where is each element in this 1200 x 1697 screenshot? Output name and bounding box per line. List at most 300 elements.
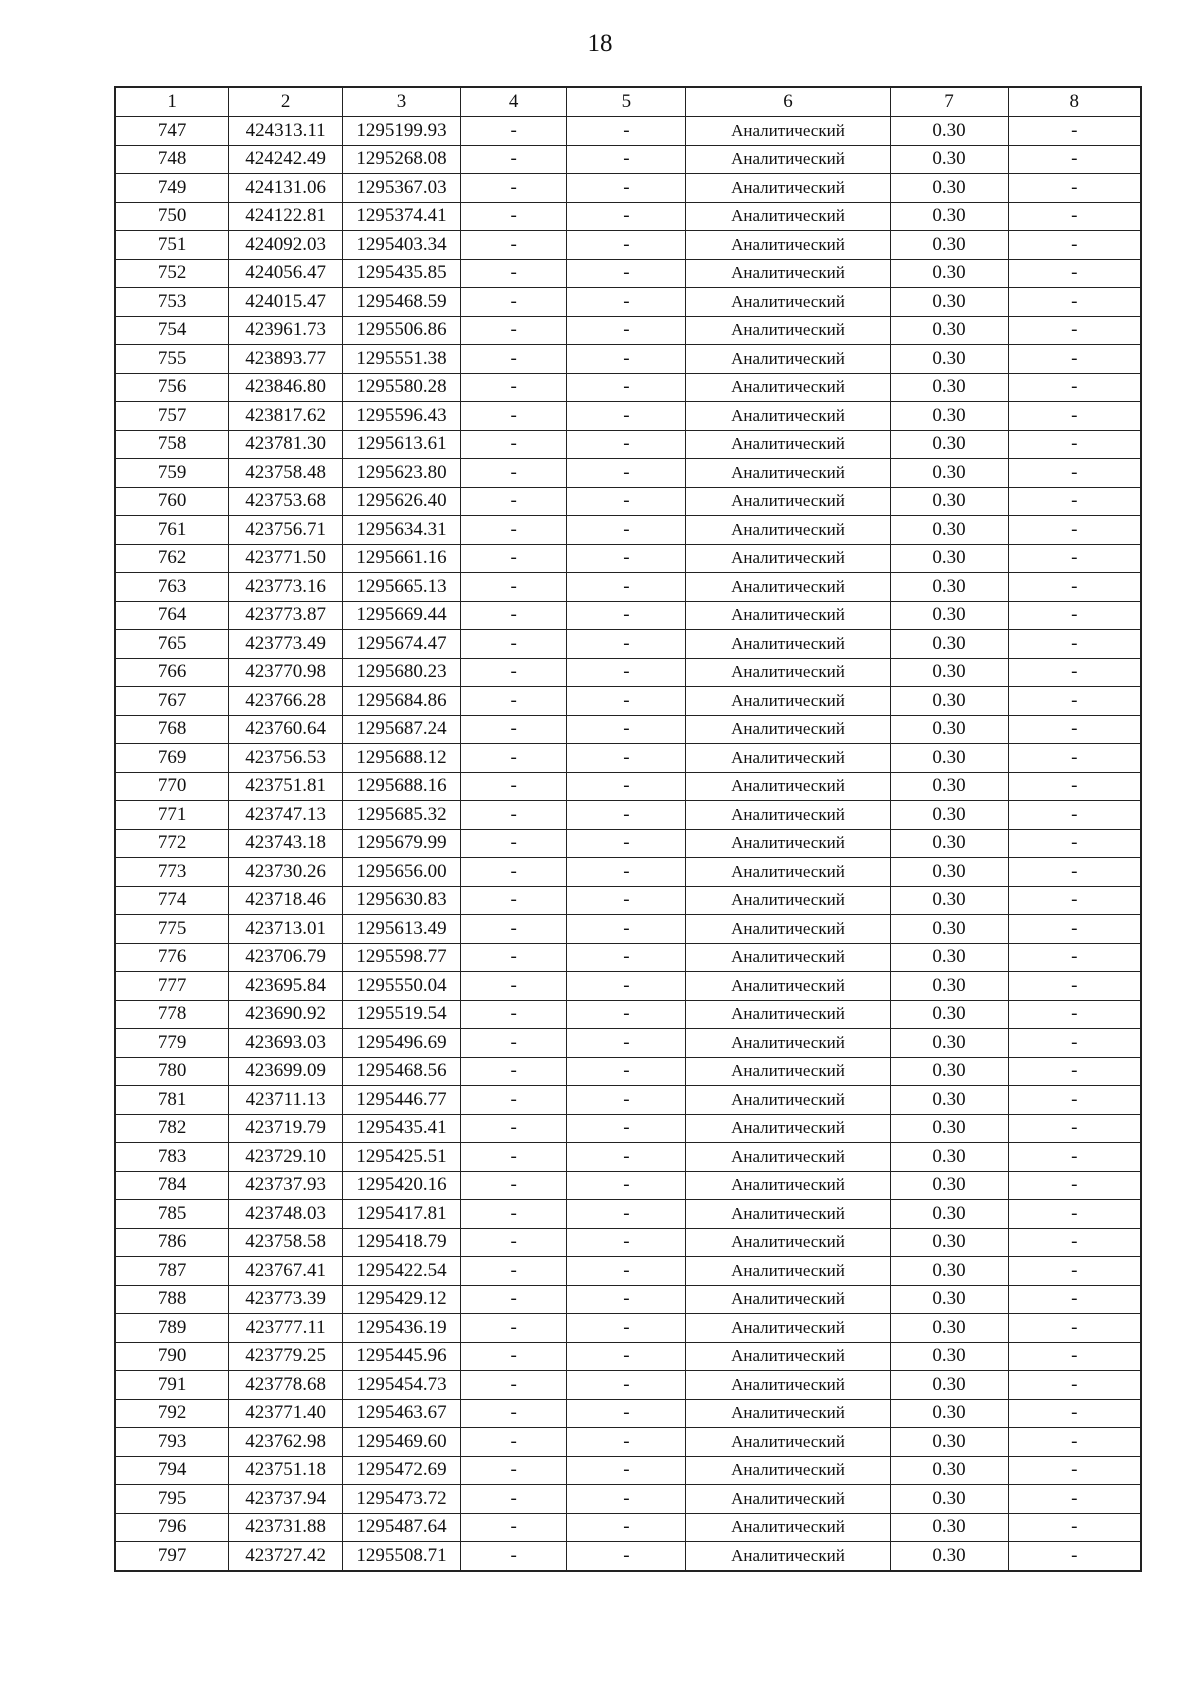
accuracy-cell: 0.30	[890, 402, 1008, 431]
point-number-cell: 784	[115, 1171, 229, 1200]
method-cell: Аналитический	[686, 345, 890, 374]
column-5-cell: -	[567, 630, 686, 659]
method-cell: Аналитический	[686, 972, 890, 1001]
x-coordinate-cell: 423771.50	[229, 544, 343, 573]
accuracy-cell: 0.30	[890, 145, 1008, 174]
column-4-cell: -	[461, 658, 567, 687]
y-coordinate-cell: 1295551.38	[343, 345, 461, 374]
table-row	[115, 658, 1141, 687]
column-4-cell: -	[461, 1000, 567, 1029]
column-5-cell: -	[567, 459, 686, 488]
point-number-cell: 769	[115, 744, 229, 773]
method-cell: Аналитический	[686, 886, 890, 915]
column-4-cell: -	[461, 715, 567, 744]
method-cell: Аналитический	[686, 687, 890, 716]
column-4-cell: -	[461, 1542, 567, 1571]
table-row	[115, 573, 1141, 602]
y-coordinate-cell: 1295468.56	[343, 1057, 461, 1086]
column-5-cell: -	[567, 1200, 686, 1229]
point-number-cell: 794	[115, 1456, 229, 1485]
y-coordinate-cell: 1295680.23	[343, 658, 461, 687]
column-4-cell: -	[461, 858, 567, 887]
column-5-cell: -	[567, 772, 686, 801]
method-cell: Аналитический	[686, 288, 890, 317]
method-cell: Аналитический	[686, 174, 890, 203]
column-5-cell: -	[567, 516, 686, 545]
column-4-cell: -	[461, 915, 567, 944]
y-coordinate-cell: 1295674.47	[343, 630, 461, 659]
table-row	[115, 174, 1141, 203]
column-4-cell: -	[461, 573, 567, 602]
column-header: 2	[229, 87, 343, 117]
column-4-cell: -	[461, 202, 567, 231]
column-4-cell: -	[461, 1371, 567, 1400]
point-number-cell: 757	[115, 402, 229, 431]
accuracy-cell: 0.30	[890, 1314, 1008, 1343]
column-8-cell: -	[1008, 1399, 1141, 1428]
method-cell: Аналитический	[686, 1342, 890, 1371]
accuracy-cell: 0.30	[890, 1428, 1008, 1457]
accuracy-cell: 0.30	[890, 1257, 1008, 1286]
page-number: 18	[587, 30, 613, 57]
method-cell: Аналитический	[686, 715, 890, 744]
column-5-cell: -	[567, 174, 686, 203]
point-number-cell: 765	[115, 630, 229, 659]
point-number-cell: 788	[115, 1285, 229, 1314]
point-number-cell: 785	[115, 1200, 229, 1229]
y-coordinate-cell: 1295454.73	[343, 1371, 461, 1400]
column-8-cell: -	[1008, 259, 1141, 288]
x-coordinate-cell: 423777.11	[229, 1314, 343, 1343]
column-5-cell: -	[567, 1399, 686, 1428]
method-cell: Аналитический	[686, 1513, 890, 1542]
column-8-cell: -	[1008, 573, 1141, 602]
method-cell: Аналитический	[686, 744, 890, 773]
y-coordinate-cell: 1295199.93	[343, 117, 461, 146]
table-row	[115, 1342, 1141, 1371]
accuracy-cell: 0.30	[890, 1057, 1008, 1086]
column-4-cell: -	[461, 1228, 567, 1257]
x-coordinate-cell: 423711.13	[229, 1086, 343, 1115]
column-8-cell: -	[1008, 1228, 1141, 1257]
x-coordinate-cell: 423699.09	[229, 1057, 343, 1086]
point-number-cell: 782	[115, 1114, 229, 1143]
accuracy-cell: 0.30	[890, 658, 1008, 687]
column-4-cell: -	[461, 487, 567, 516]
column-8-cell: -	[1008, 1342, 1141, 1371]
table-row	[115, 943, 1141, 972]
x-coordinate-cell: 423773.39	[229, 1285, 343, 1314]
y-coordinate-cell: 1295550.04	[343, 972, 461, 1001]
y-coordinate-cell: 1295422.54	[343, 1257, 461, 1286]
column-4-cell: -	[461, 1114, 567, 1143]
table-row	[115, 1428, 1141, 1457]
column-5-cell: -	[567, 345, 686, 374]
column-5-cell: -	[567, 145, 686, 174]
y-coordinate-cell: 1295613.61	[343, 430, 461, 459]
y-coordinate-cell: 1295436.19	[343, 1314, 461, 1343]
point-number-cell: 781	[115, 1086, 229, 1115]
point-number-cell: 760	[115, 487, 229, 516]
accuracy-cell: 0.30	[890, 1228, 1008, 1257]
method-cell: Аналитический	[686, 1057, 890, 1086]
accuracy-cell: 0.30	[890, 715, 1008, 744]
y-coordinate-cell: 1295367.03	[343, 174, 461, 203]
column-5-cell: -	[567, 658, 686, 687]
accuracy-cell: 0.30	[890, 915, 1008, 944]
table-row	[115, 1485, 1141, 1514]
column-4-cell: -	[461, 1342, 567, 1371]
table-row	[115, 316, 1141, 345]
accuracy-cell: 0.30	[890, 259, 1008, 288]
method-cell: Аналитический	[686, 772, 890, 801]
accuracy-cell: 0.30	[890, 573, 1008, 602]
table-row	[115, 801, 1141, 830]
column-4-cell: -	[461, 801, 567, 830]
x-coordinate-cell: 423695.84	[229, 972, 343, 1001]
accuracy-cell: 0.30	[890, 858, 1008, 887]
point-number-cell: 797	[115, 1542, 229, 1571]
method-cell: Аналитический	[686, 573, 890, 602]
column-4-cell: -	[461, 829, 567, 858]
point-number-cell: 795	[115, 1485, 229, 1514]
accuracy-cell: 0.30	[890, 117, 1008, 146]
accuracy-cell: 0.30	[890, 1342, 1008, 1371]
x-coordinate-cell: 423758.48	[229, 459, 343, 488]
method-cell: Аналитический	[686, 601, 890, 630]
column-5-cell: -	[567, 858, 686, 887]
column-8-cell: -	[1008, 373, 1141, 402]
column-4-cell: -	[461, 345, 567, 374]
accuracy-cell: 0.30	[890, 231, 1008, 260]
method-cell: Аналитический	[686, 1542, 890, 1571]
x-coordinate-cell: 423737.93	[229, 1171, 343, 1200]
y-coordinate-cell: 1295487.64	[343, 1513, 461, 1542]
accuracy-cell: 0.30	[890, 288, 1008, 317]
x-coordinate-cell: 423766.28	[229, 687, 343, 716]
point-number-cell: 773	[115, 858, 229, 887]
accuracy-cell: 0.30	[890, 1513, 1008, 1542]
column-8-cell: -	[1008, 915, 1141, 944]
x-coordinate-cell: 423756.71	[229, 516, 343, 545]
y-coordinate-cell: 1295596.43	[343, 402, 461, 431]
column-4-cell: -	[461, 630, 567, 659]
point-number-cell: 774	[115, 886, 229, 915]
column-8-cell: -	[1008, 1314, 1141, 1343]
column-4-cell: -	[461, 1029, 567, 1058]
column-5-cell: -	[567, 744, 686, 773]
point-number-cell: 775	[115, 915, 229, 944]
column-5-cell: -	[567, 715, 686, 744]
column-8-cell: -	[1008, 117, 1141, 146]
point-number-cell: 790	[115, 1342, 229, 1371]
y-coordinate-cell: 1295496.69	[343, 1029, 461, 1058]
column-8-cell: -	[1008, 402, 1141, 431]
method-cell: Аналитический	[686, 1371, 890, 1400]
table-row	[115, 202, 1141, 231]
column-4-cell: -	[461, 1399, 567, 1428]
method-cell: Аналитический	[686, 544, 890, 573]
column-4-cell: -	[461, 1143, 567, 1172]
column-5-cell: -	[567, 1371, 686, 1400]
method-cell: Аналитический	[686, 829, 890, 858]
y-coordinate-cell: 1295634.31	[343, 516, 461, 545]
column-8-cell: -	[1008, 288, 1141, 317]
column-4-cell: -	[461, 1456, 567, 1485]
column-4-cell: -	[461, 516, 567, 545]
point-number-cell: 758	[115, 430, 229, 459]
method-cell: Аналитический	[686, 1200, 890, 1229]
column-4-cell: -	[461, 1428, 567, 1457]
point-number-cell: 756	[115, 373, 229, 402]
column-8-cell: -	[1008, 858, 1141, 887]
x-coordinate-cell: 424122.81	[229, 202, 343, 231]
column-4-cell: -	[461, 231, 567, 260]
table-row	[115, 487, 1141, 516]
column-5-cell: -	[567, 1029, 686, 1058]
table-row	[115, 145, 1141, 174]
y-coordinate-cell: 1295679.99	[343, 829, 461, 858]
method-cell: Аналитический	[686, 1000, 890, 1029]
method-cell: Аналитический	[686, 1114, 890, 1143]
table-row	[115, 1029, 1141, 1058]
table-row	[115, 1114, 1141, 1143]
method-cell: Аналитический	[686, 943, 890, 972]
method-cell: Аналитический	[686, 1029, 890, 1058]
column-8-cell: -	[1008, 1029, 1141, 1058]
y-coordinate-cell: 1295613.49	[343, 915, 461, 944]
column-8-cell: -	[1008, 1000, 1141, 1029]
point-number-cell: 786	[115, 1228, 229, 1257]
x-coordinate-cell: 423729.10	[229, 1143, 343, 1172]
x-coordinate-cell: 423767.41	[229, 1257, 343, 1286]
table-row	[115, 373, 1141, 402]
y-coordinate-cell: 1295403.34	[343, 231, 461, 260]
point-number-cell: 770	[115, 772, 229, 801]
column-4-cell: -	[461, 316, 567, 345]
column-4-cell: -	[461, 544, 567, 573]
column-5-cell: -	[567, 1228, 686, 1257]
method-cell: Аналитический	[686, 231, 890, 260]
x-coordinate-cell: 423778.68	[229, 1371, 343, 1400]
x-coordinate-cell: 423758.58	[229, 1228, 343, 1257]
point-number-cell: 750	[115, 202, 229, 231]
x-coordinate-cell: 423731.88	[229, 1513, 343, 1542]
column-8-cell: -	[1008, 744, 1141, 773]
method-cell: Аналитический	[686, 1086, 890, 1115]
point-number-cell: 764	[115, 601, 229, 630]
point-number-cell: 767	[115, 687, 229, 716]
y-coordinate-cell: 1295374.41	[343, 202, 461, 231]
x-coordinate-cell: 424131.06	[229, 174, 343, 203]
table-row	[115, 1143, 1141, 1172]
x-coordinate-cell: 423773.49	[229, 630, 343, 659]
column-5-cell: -	[567, 231, 686, 260]
table-row	[115, 1171, 1141, 1200]
column-8-cell: -	[1008, 1485, 1141, 1514]
table-row	[115, 1228, 1141, 1257]
column-5-cell: -	[567, 601, 686, 630]
x-coordinate-cell: 423706.79	[229, 943, 343, 972]
y-coordinate-cell: 1295435.41	[343, 1114, 461, 1143]
method-cell: Аналитический	[686, 402, 890, 431]
accuracy-cell: 0.30	[890, 1114, 1008, 1143]
accuracy-cell: 0.30	[890, 772, 1008, 801]
column-8-cell: -	[1008, 516, 1141, 545]
y-coordinate-cell: 1295420.16	[343, 1171, 461, 1200]
x-coordinate-cell: 424092.03	[229, 231, 343, 260]
column-8-cell: -	[1008, 1285, 1141, 1314]
column-4-cell: -	[461, 373, 567, 402]
column-5-cell: -	[567, 943, 686, 972]
table-header-row	[115, 87, 1141, 117]
y-coordinate-cell: 1295425.51	[343, 1143, 461, 1172]
point-number-cell: 751	[115, 231, 229, 260]
column-header: 4	[461, 87, 567, 117]
column-4-cell: -	[461, 459, 567, 488]
method-cell: Аналитический	[686, 117, 890, 146]
y-coordinate-cell: 1295688.16	[343, 772, 461, 801]
x-coordinate-cell: 423756.53	[229, 744, 343, 773]
y-coordinate-cell: 1295429.12	[343, 1285, 461, 1314]
column-header: 5	[567, 87, 686, 117]
accuracy-cell: 0.30	[890, 1171, 1008, 1200]
accuracy-cell: 0.30	[890, 1143, 1008, 1172]
y-coordinate-cell: 1295626.40	[343, 487, 461, 516]
method-cell: Аналитический	[686, 1314, 890, 1343]
x-coordinate-cell: 423773.87	[229, 601, 343, 630]
column-4-cell: -	[461, 1485, 567, 1514]
column-5-cell: -	[567, 972, 686, 1001]
method-cell: Аналитический	[686, 1228, 890, 1257]
accuracy-cell: 0.30	[890, 1371, 1008, 1400]
column-header: 8	[1008, 87, 1141, 117]
accuracy-cell: 0.30	[890, 1000, 1008, 1029]
column-4-cell: -	[461, 772, 567, 801]
column-4-cell: -	[461, 117, 567, 146]
column-4-cell: -	[461, 1257, 567, 1286]
column-8-cell: -	[1008, 658, 1141, 687]
y-coordinate-cell: 1295687.24	[343, 715, 461, 744]
method-cell: Аналитический	[686, 145, 890, 174]
accuracy-cell: 0.30	[890, 1029, 1008, 1058]
column-8-cell: -	[1008, 1057, 1141, 1086]
column-5-cell: -	[567, 687, 686, 716]
accuracy-cell: 0.30	[890, 972, 1008, 1001]
column-8-cell: -	[1008, 145, 1141, 174]
point-number-cell: 796	[115, 1513, 229, 1542]
table-row	[115, 516, 1141, 545]
column-8-cell: -	[1008, 487, 1141, 516]
method-cell: Аналитический	[686, 1399, 890, 1428]
table-row	[115, 1314, 1141, 1343]
column-8-cell: -	[1008, 801, 1141, 830]
x-coordinate-cell: 423751.81	[229, 772, 343, 801]
method-cell: Аналитический	[686, 459, 890, 488]
column-4-cell: -	[461, 687, 567, 716]
column-8-cell: -	[1008, 1428, 1141, 1457]
column-5-cell: -	[567, 829, 686, 858]
column-header: 1	[115, 87, 229, 117]
column-8-cell: -	[1008, 1371, 1141, 1400]
column-4-cell: -	[461, 288, 567, 317]
method-cell: Аналитический	[686, 1428, 890, 1457]
column-4-cell: -	[461, 943, 567, 972]
method-cell: Аналитический	[686, 487, 890, 516]
column-5-cell: -	[567, 1171, 686, 1200]
x-coordinate-cell: 423771.40	[229, 1399, 343, 1428]
table-row	[115, 1371, 1141, 1400]
column-5-cell: -	[567, 117, 686, 146]
column-5-cell: -	[567, 430, 686, 459]
column-4-cell: -	[461, 145, 567, 174]
y-coordinate-cell: 1295580.28	[343, 373, 461, 402]
method-cell: Аналитический	[686, 259, 890, 288]
column-8-cell: -	[1008, 1200, 1141, 1229]
table-row	[115, 117, 1141, 146]
accuracy-cell: 0.30	[890, 459, 1008, 488]
y-coordinate-cell: 1295445.96	[343, 1342, 461, 1371]
column-4-cell: -	[461, 886, 567, 915]
table-row	[115, 345, 1141, 374]
column-5-cell: -	[567, 1342, 686, 1371]
point-number-cell: 787	[115, 1257, 229, 1286]
y-coordinate-cell: 1295469.60	[343, 1428, 461, 1457]
table-row	[115, 402, 1141, 431]
x-coordinate-cell: 423961.73	[229, 316, 343, 345]
column-5-cell: -	[567, 1314, 686, 1343]
method-cell: Аналитический	[686, 1257, 890, 1286]
column-8-cell: -	[1008, 544, 1141, 573]
point-number-cell: 752	[115, 259, 229, 288]
column-8-cell: -	[1008, 345, 1141, 374]
point-number-cell: 766	[115, 658, 229, 687]
column-5-cell: -	[567, 1513, 686, 1542]
column-8-cell: -	[1008, 1456, 1141, 1485]
column-8-cell: -	[1008, 772, 1141, 801]
method-cell: Аналитический	[686, 430, 890, 459]
column-8-cell: -	[1008, 715, 1141, 744]
table-row	[115, 430, 1141, 459]
x-coordinate-cell: 423762.98	[229, 1428, 343, 1457]
column-8-cell: -	[1008, 202, 1141, 231]
method-cell: Аналитический	[686, 630, 890, 659]
method-cell: Аналитический	[686, 801, 890, 830]
point-number-cell: 792	[115, 1399, 229, 1428]
y-coordinate-cell: 1295669.44	[343, 601, 461, 630]
table-row	[115, 972, 1141, 1001]
column-4-cell: -	[461, 972, 567, 1001]
x-coordinate-cell: 423727.42	[229, 1542, 343, 1571]
table-row	[115, 744, 1141, 773]
point-number-cell: 759	[115, 459, 229, 488]
column-8-cell: -	[1008, 972, 1141, 1001]
accuracy-cell: 0.30	[890, 1542, 1008, 1571]
accuracy-cell: 0.30	[890, 430, 1008, 459]
y-coordinate-cell: 1295623.80	[343, 459, 461, 488]
column-5-cell: -	[567, 1086, 686, 1115]
y-coordinate-cell: 1295435.85	[343, 259, 461, 288]
accuracy-cell: 0.30	[890, 373, 1008, 402]
accuracy-cell: 0.30	[890, 801, 1008, 830]
accuracy-cell: 0.30	[890, 744, 1008, 773]
x-coordinate-cell: 423719.79	[229, 1114, 343, 1143]
accuracy-cell: 0.30	[890, 316, 1008, 345]
x-coordinate-cell: 424015.47	[229, 288, 343, 317]
column-4-cell: -	[461, 1086, 567, 1115]
column-5-cell: -	[567, 373, 686, 402]
point-number-cell: 753	[115, 288, 229, 317]
